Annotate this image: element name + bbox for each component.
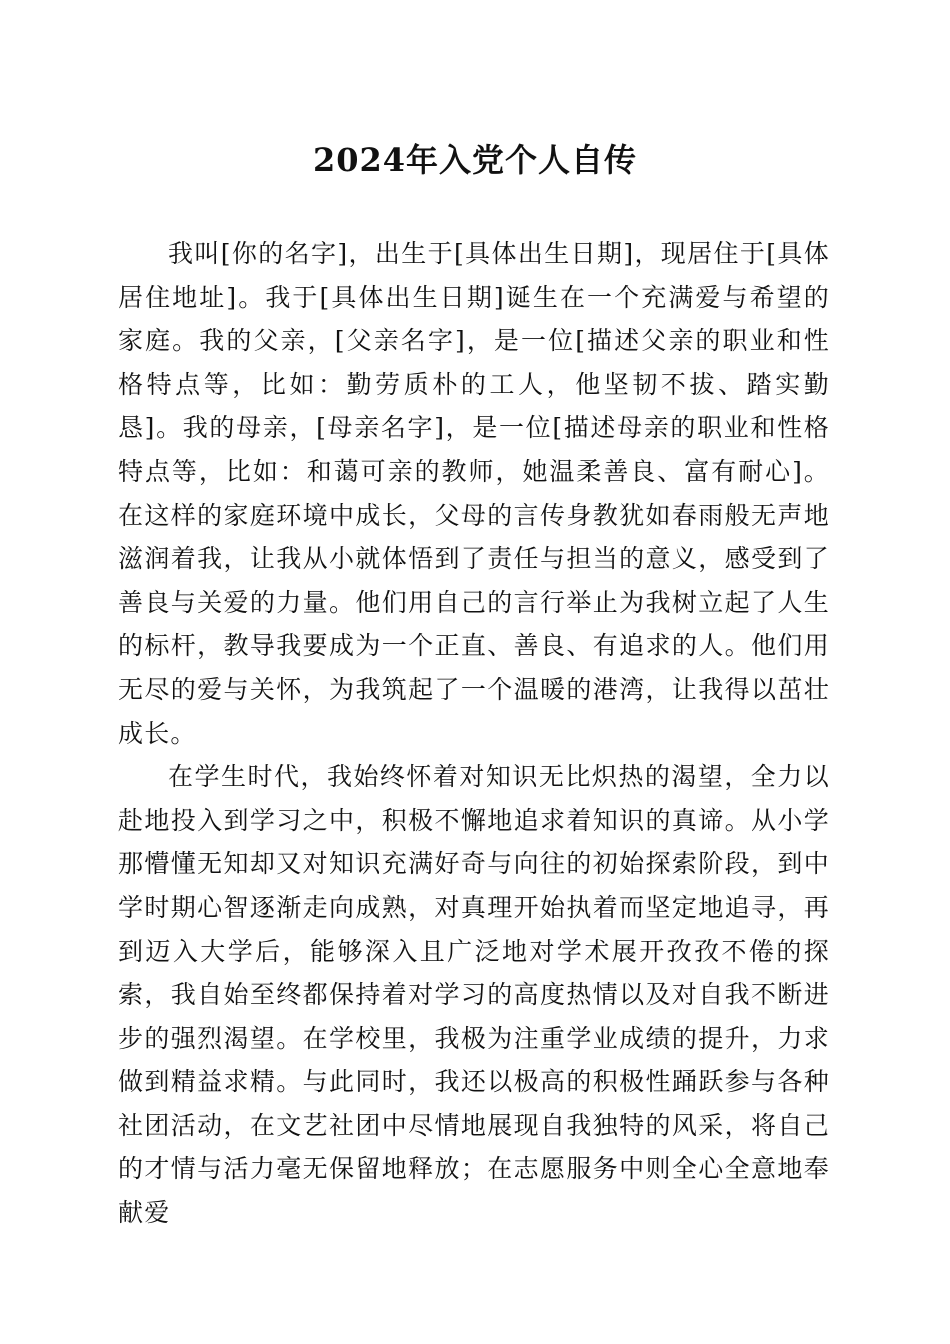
paragraph-family: 我叫[你的名字]，出生于[具体出生日期]，现居住于[具体居住地址]。我于[具体出生日期]诞生在一个充满爱与希望的家庭。我的父亲，[父亲名字]，是一位[描述父亲的职业和性格特点等，比如：勤劳质朴的工人，他坚韧不拔、踏实勤恳]。我的母亲，[母亲名字]，是一位[描述母亲的职业和性格特点等，比如：和蔼可亲的教师，她温柔善良、富有耐心]。在这样的家庭环境中成长，父母的言传身教犹如春雨般无声地滋润着我，让我从小就体悟到了责任与担当的意义，感受到了善良与关爱的力量。他们用自己的言行举止为我树立起了人生的标杆，教导我要成为一个正直、善良、有追求的人。他们用无尽的爱与关怀，为我筑起了一个温暖的港湾，让我得以茁壮成长。 — [118, 239, 830, 748]
document-title: 2024年入党个人自传 — [312, 141, 638, 179]
document-body — [118, 232, 830, 1235]
paragraph-school: 在学生时代，我始终怀着对知识无比炽热的渴望，全力以赴地投入到学习之中，积极不懈地追求着知识的真谛。从小学那懵懂无知却又对知识充满好奇与向往的初始探索阶段，到中学时期心智逐渐走向成熟，对真理开始执着而坚定地追寻，再到迈入大学后，能够深入且广泛地对学术展开孜孜不倦的探索，我自始至终都保持着对学习的高度热情以及对自我不断进步的强烈渴望。在学校里，我极为注重学业成绩的提升，力求做到精益求精。与此同时，我还以极高的积极性踊跃参与各种社团活动，在文艺社团中尽情地展现自我独特的风采，将自己的才情与活力毫无保留地释放；在志愿服务中则全心全意地奉献爱 — [118, 762, 830, 1228]
